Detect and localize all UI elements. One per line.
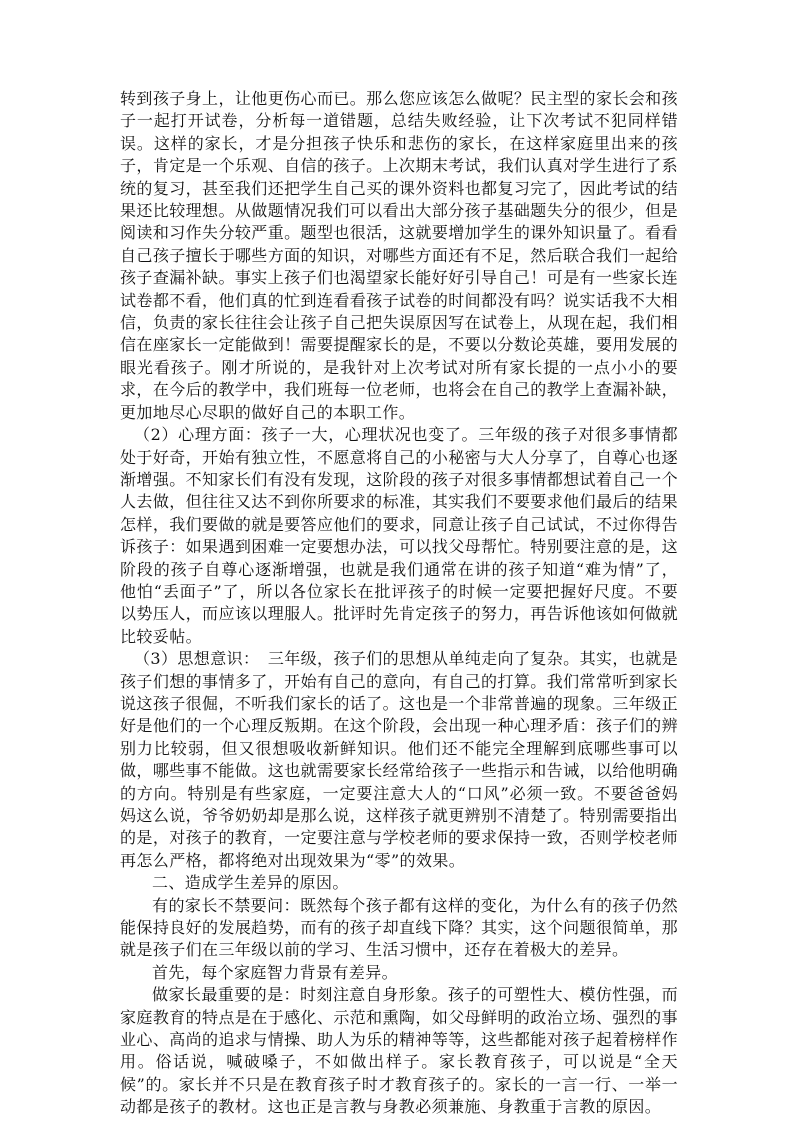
paragraph-parent-question: 有的家长不禁要问：既然每个孩子都有这样的变化，为什么有的孩子仍然能保持良好的发展趋势，而有的孩子却直线下降？其实，这个问题很简单，那就是孩子们在三年级以前的学习、生活习惯中，还存在着极大的差异。	[120, 895, 678, 960]
paragraph-family-background: 首先，每个家庭智力背景有差异。	[152, 962, 399, 982]
paragraph-thinking: （3）思想意识： 三年级，孩子们的思想从单纯走向了复杂。其实，也就是孩子们想的事情多了，开始有自己的意向，有自己的打算。我们常常听到家长说这孩子很倔，不听我们家长的话了。这也是一个非常普遍的现象。三年级正好是他们的一个心理反叛期。在这个阶段，会出现一种心理矛盾：孩子们的辨别力比较弱，但又很想吸收新鲜知识。他们还不能完全理解到底哪些事可以做，哪些事不能做。这也就需要家长经常给孩子一些指示和告诫，以给他明确的方向。特别是有些家庭，一定要注意大人的“口风”必须一致。不要爸爸妈妈这么说，爷爷奶奶却是那么说，这样孩子就更辨别不清楚了。特别需要指出的是，对孩子的教育，一定要注意与学校老师的要求保持一致，否则学校老师再怎么严格，都将绝对出现效果为“零”的效果。	[120, 649, 678, 870]
section-heading-differences: 二、造成学生差异的原因。	[152, 873, 349, 893]
paragraph-psychology: （2）心理方面：孩子一大，心理状况也变了。三年级的孩子对很多事情都处于好奇，开始有独立性，不愿意将自己的小秘密与大人分享了，自尊心也逐渐增强。不知家长们有没有发现，这阶段的孩子对很多事情都想试着自己一个人去做，但往往又达不到你所要求的标准，其实我们不要要求他们最后的结果怎样，我们要做的就是要答应他们的要求，同意让孩子自己试试，不过你得告诉孩子：如果遇到困难一定要想办法，可以找父母帮忙。特别要注意的是，这阶段的孩子自尊心逐渐增强，也就是我们通常在讲的孩子知道“难为情”了，他怕“丢面子”了，所以各位家长在批评孩子的时候一定要把握好尺度。不要以势压人，而应该以理服人。批评时先肯定孩子的努力，再告诉他该如何做就比较妥帖。	[120, 425, 678, 646]
paragraph-exam-discussion: 转到孩子身上，让他更伤心而已。那么您应该怎么做呢？民主型的家长会和孩子一起打开试卷，分析每一道错题，总结失败经验，让下次考试不犯同样错误。这样的家长，才是分担孩子快乐和悲伤的家长，在这样家庭里出来的孩子，肯定是一个乐观、自信的孩子。上次期末考试，我们认真对学生进行了系统的复习，甚至我们还把学生自己买的课外资料也都复习完了，因此考试的结果还比较理想。从做题情况我们可以看出大部分孩子基础题失分的很少，但是阅读和习作失分较严重。题型也很活，这就要增加学生的课外知识量了。看看自己孩子擅长于哪些方面的知识，对哪些方面还有不足，然后联合我们一起给孩子查漏补缺。事实上孩子们也渴望家长能好好引导自己！可是有一些家长连试卷都不看，他们真的忙到连看看孩子试卷的时间都没有吗？说实话我不大相信，负责的家长往往会让孩子自己把失误原因写在试卷上，从现在起，我们相信在座家长一定能做到！需要提醒家长的是，不要以分数论英雄，要用发展的眼光看孩子。刚才所说的，是我针对上次考试对所有家长提的一点小小的要求，在今后的教学中，我们班每一位老师，也将会在自己的教学上查漏补缺，更加地尽心尽职的做好自己的本职工作。	[120, 89, 678, 422]
document-body	[120, 88, 678, 1119]
paragraph-parent-role-model: 做家长最重要的是：时刻注意自身形象。孩子的可塑性大、模仿性强，而家庭教育的特点是在于感化、示范和熏陶，如父母鲜明的政治立场、强烈的事业心、高尚的追求与情操、助人为乐的精神等等，这些都能对孩子起着榜样作用。俗话说，喊破嗓子，不如做出样子。家长教育孩子，可以说是“全天候”的。家长并不只是在教育孩子时才教育孩子的。家长的一言一行、一举一动都是孩子的教材。这也正是言教与身教必须兼施、身教重于言教的原因。	[120, 985, 678, 1117]
